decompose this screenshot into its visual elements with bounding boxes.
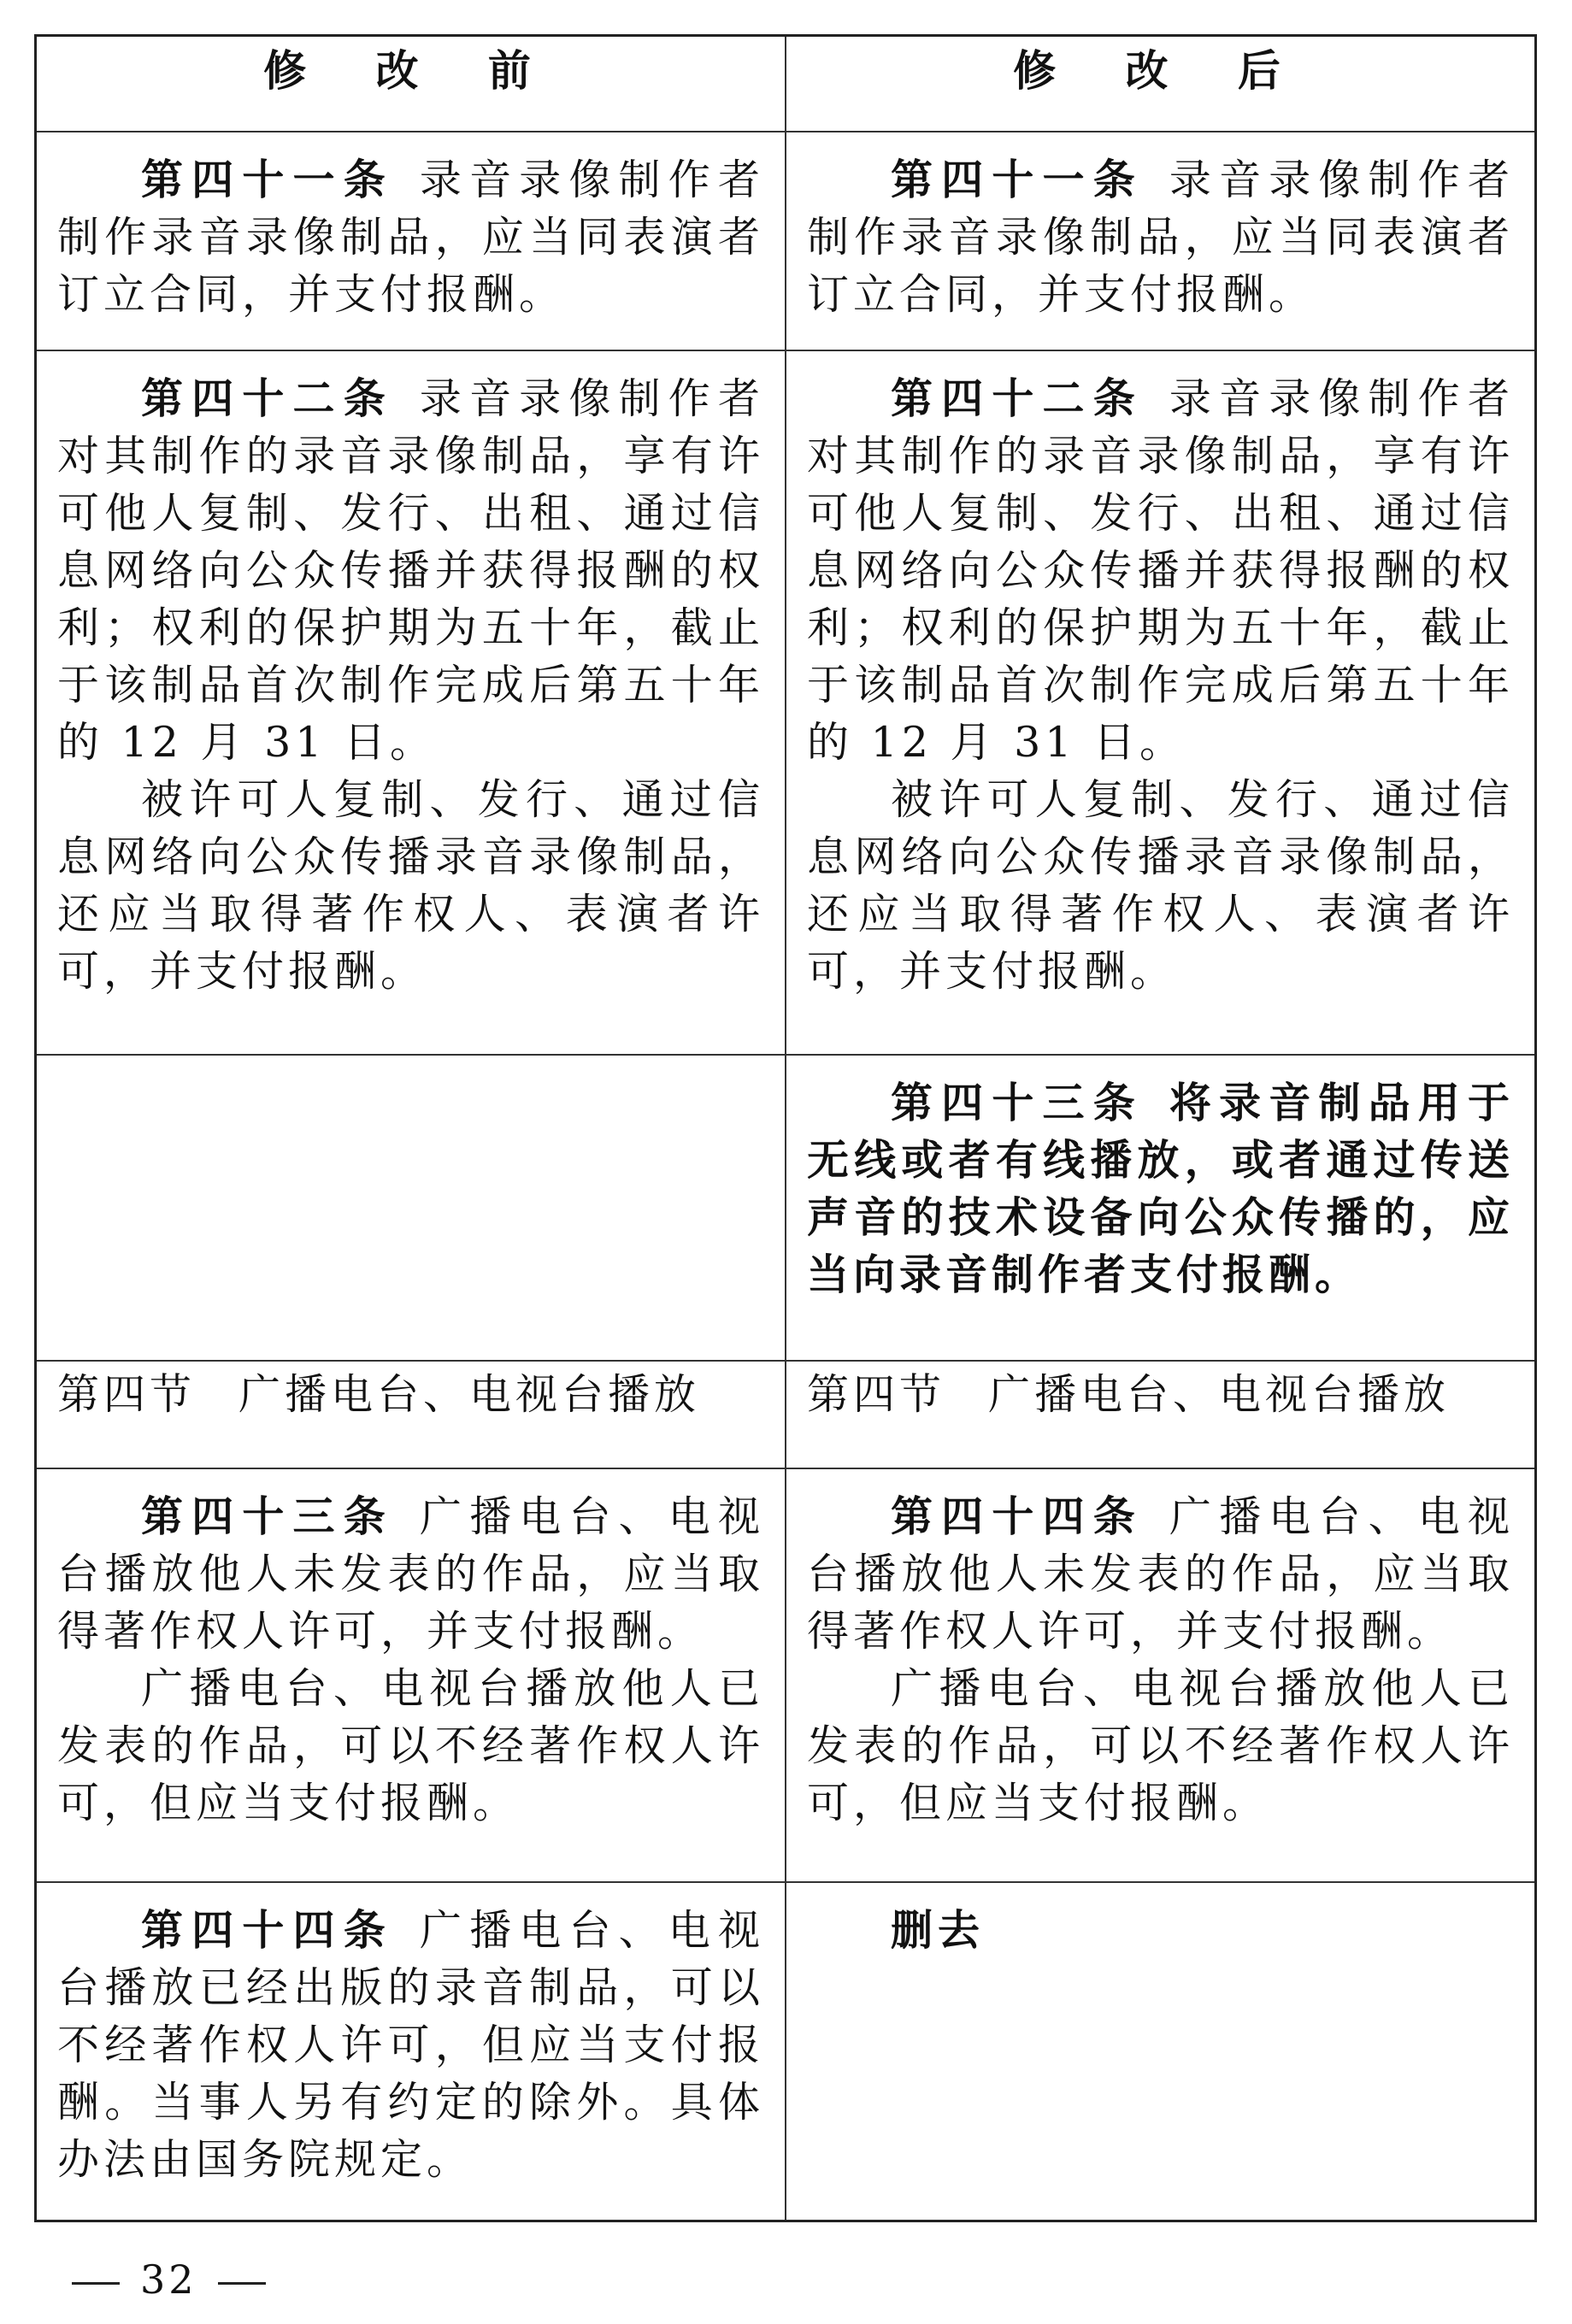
paragraph <box>807 1488 1514 1660</box>
section-title: 广播电台、电视台播放 <box>988 1370 1451 1419</box>
paragraph: 广播电台、电视台播放他人已发表的作品，可以不经著作权人许可，但应当支付报酬。 <box>807 1664 1514 1827</box>
article-text: 录音录像制作者对其制作的录音录像制品，享有许可他人复制、发行、出租、通过信息网络向公众传播并获得报酬的权利；权利的保护期为五十年，截止于该制品首次制作完成后第五十年的 12 月 31 日。 <box>57 374 764 767</box>
article-number: 第四十四条 <box>891 1491 1144 1541</box>
cell-after <box>786 1055 1536 1361</box>
paragraph <box>807 370 1514 771</box>
article-text: 广播电台、电视台播放他人未发表的作品，应当取得著作权人许可，并支付报酬。 <box>807 1492 1514 1656</box>
table-row <box>36 1055 1536 1361</box>
paragraph: 被许可人复制、发行、通过信息网络向公众传播录音录像制品，还应当取得著作权人、表演者许可，并支付报酬。 <box>57 775 764 996</box>
paragraph <box>57 151 764 323</box>
dash-left <box>72 2282 120 2285</box>
article-text: 广播电台、电视台播放他人未发表的作品，应当取得著作权人许可，并支付报酬。 <box>57 1492 764 1656</box>
cell-after <box>786 1468 1536 1882</box>
article-number: 第四十三条 <box>891 1078 1144 1127</box>
table-row <box>36 1468 1536 1882</box>
header-before: 修 改 前 <box>36 36 786 132</box>
section-heading-before <box>36 1361 786 1468</box>
cell-after <box>786 132 1536 350</box>
table-row <box>36 132 1536 350</box>
paragraph <box>807 1074 1514 1303</box>
article-text: 录音录像制作者制作录音录像制品，应当同表演者订立合同，并支付报酬。 <box>807 156 1514 319</box>
cell-before <box>36 1882 786 2221</box>
table-row <box>36 1882 1536 2221</box>
page-number <box>51 2256 286 2303</box>
article-number: 第四十二条 <box>141 374 394 423</box>
paragraph <box>57 370 764 771</box>
article-number: 第四十一条 <box>891 155 1144 204</box>
paragraph <box>57 1488 764 1660</box>
paragraph: 广播电台、电视台播放他人已发表的作品，可以不经著作权人许可，但应当支付报酬。 <box>57 1664 764 1827</box>
header-after: 修 改 后 <box>786 36 1536 132</box>
header-row <box>36 36 1536 132</box>
paragraph: 被许可人复制、发行、通过信息网络向公众传播录音录像制品，还应当取得著作权人、表演者许可，并支付报酬。 <box>807 775 1514 996</box>
article-text: 录音录像制作者制作录音录像制品，应当同表演者订立合同，并支付报酬。 <box>57 156 764 319</box>
section-label: 第四节 <box>807 1370 946 1419</box>
paragraph <box>807 151 1514 323</box>
section-title: 广播电台、电视台播放 <box>238 1370 701 1419</box>
table-row <box>36 350 1536 1055</box>
deleted-marker: 删去 <box>891 1905 986 1955</box>
article-text: 将录音制品用于无线或者有线播放，或者通过传送声音的技术设备向公众传播的，应当向录音制作者支付报酬。 <box>807 1078 1514 1299</box>
dash-right <box>218 2282 266 2285</box>
cell-before <box>36 132 786 350</box>
article-number: 第四十二条 <box>891 374 1144 423</box>
article-text: 录音录像制作者对其制作的录音录像制品，享有许可他人复制、发行、出租、通过信息网络向公众传播并获得报酬的权利；权利的保护期为五十年，截止于该制品首次制作完成后第五十年的 12 月 31 日。 <box>807 374 1514 767</box>
article-text: 广播电台、电视台播放已经出版的录音制品，可以不经著作权人许可，但应当支付报酬。当事人另有约定的除外。具体办法由国务院规定。 <box>57 1906 764 2184</box>
cell-before <box>36 350 786 1055</box>
section-label: 第四节 <box>57 1370 197 1419</box>
article-number: 第四十四条 <box>141 1905 394 1955</box>
paragraph <box>807 1902 1514 1959</box>
cell-after <box>786 350 1536 1055</box>
section-heading-after <box>786 1361 1536 1468</box>
article-number: 第四十三条 <box>141 1491 394 1541</box>
cell-before-empty <box>36 1055 786 1361</box>
paragraph <box>57 1902 764 2188</box>
comparison-table <box>34 34 1537 2222</box>
page-number-text: 32 <box>140 2256 197 2303</box>
cell-before <box>36 1468 786 1882</box>
article-number: 第四十一条 <box>141 155 394 204</box>
section-row <box>36 1361 1536 1468</box>
cell-after <box>786 1882 1536 2221</box>
